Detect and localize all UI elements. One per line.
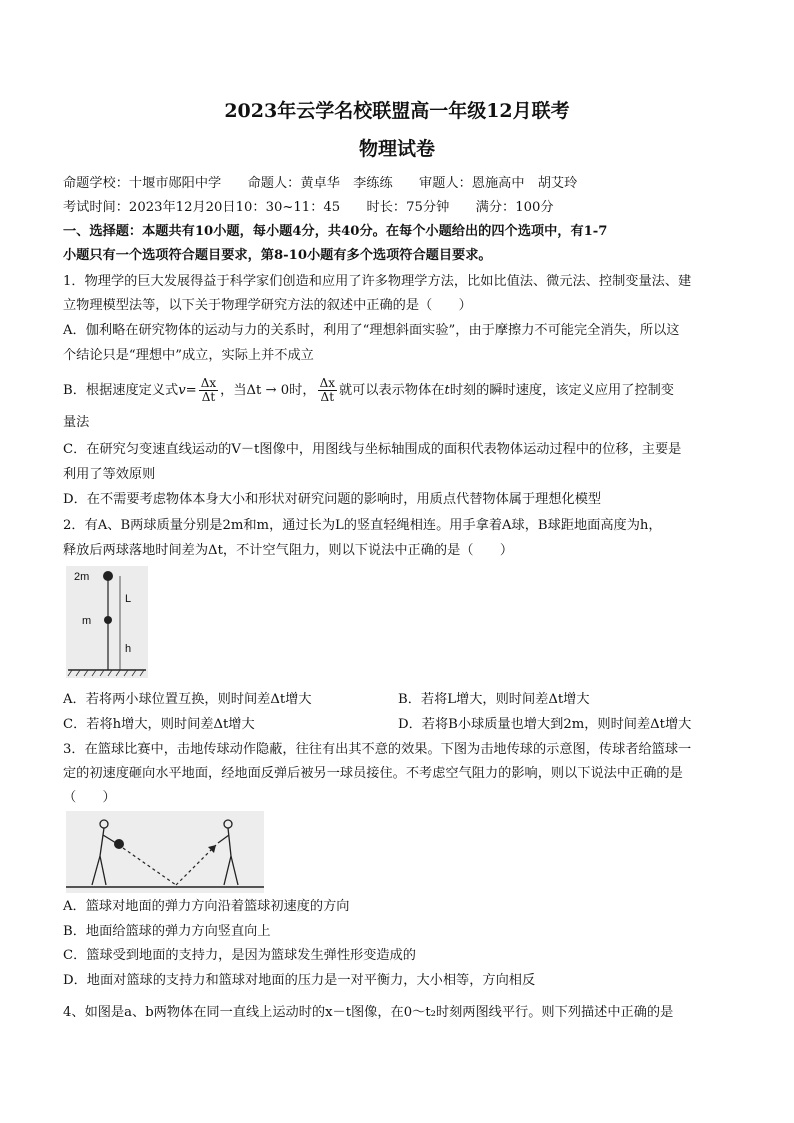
q3-option-c: C．篮球受到地面的支持力，是因为篮球发生弹性形变造成的 (63, 948, 416, 963)
basketball (114, 839, 124, 849)
q1-option-b-line1 (63, 376, 735, 406)
frac-numerator: Δx (200, 376, 217, 390)
q2-option-a: A．若将两小球位置互换，则时间差Δt增大 (63, 692, 312, 707)
exam-info-line1: 命题学校：十堰市郧阳中学 命题人：黄卓华 李练练 审题人：恩施高中 胡艾玲 (63, 176, 578, 191)
frac-denominator: Δt (201, 390, 216, 404)
label-m: m (82, 615, 92, 627)
passer-figure (92, 820, 116, 885)
q3-figure-svg (66, 811, 264, 893)
q1-b-mid: ，当Δt → 0时， (220, 383, 316, 398)
frac-denominator: Δt (320, 390, 335, 404)
q1-b-eq: = (185, 383, 197, 398)
pass-path-up (176, 845, 216, 885)
q2-option-c: C．若将h增大，则时间差Δt增大 (63, 717, 255, 732)
q1-b-prefix: B．根据速度定义式 (63, 383, 179, 398)
q1-stem-line1: 1．物理学的巨大发展得益于科学家们创造和应用了许多物理学方法，比如比值法、微元法、控制变量法、建 (63, 274, 692, 289)
q3-stem-line1: 3．在篮球比赛中，击地传球动作隐蔽，往往有出其不意的效果。下图为击地传球的示意图，传球者给篮球一 (63, 742, 692, 757)
q2-stem-line1: 2．有A、B两球质量分别是2m和m，通过长为L的竖直轻绳相连。用手拿着A球，B球距地面高度为h， (63, 518, 662, 533)
q3-option-a: A．篮球对地面的弹力方向沿着篮球初速度的方向 (63, 899, 350, 914)
label-2m: 2m (74, 571, 90, 583)
arrow-up-icon (208, 845, 216, 853)
q2-option-d: D．若将B小球质量也增大到2m，则时间差Δt增大 (398, 717, 692, 732)
q1-b-fraction-1 (199, 377, 218, 404)
q1-option-a-line1: A．伽利略在研究物体的运动与力的关系时，利用了“理想斜面实验”，由于摩擦力不可能完全消失，所以这 (63, 323, 680, 338)
q3-option-d: D．地面对篮球的支持力和篮球对地面的压力是一对平衡力，大小相等，方向相反 (63, 973, 536, 988)
q1-b-suffix2: 时刻的瞬时速度，该定义应用了控制变 (449, 383, 674, 398)
q4-stem-line1: 4、如图是a、b两物体在同一直线上运动时的x－t图像，在0～t₂时刻两图线平行。则下列描述中正确的是 (63, 1005, 674, 1020)
q1-b-v: v (178, 383, 186, 398)
q2-stem-line2: 释放后两球落地时间差为Δt，不计空气阻力，则以下说法中正确的是（ ） (63, 543, 514, 558)
exam-info-line2: 考试时间：2023年12月20日10：30~11：45 时长：75分钟 满分：100分 (63, 200, 554, 215)
q1-b-fraction-2 (318, 377, 337, 404)
q1-b-suffix: 就可以表示物体在 (339, 383, 445, 398)
label-l: L (125, 593, 132, 605)
q2-figure-hanging-balls (66, 566, 148, 678)
section1-instructions-line2: 小题只有一个选项符合题目要求，第8-10小题有多个选项符合题目要求。 (63, 248, 492, 263)
q1-option-c-line2: 利用了等效原则 (63, 467, 156, 482)
pass-path-down (123, 848, 176, 885)
section1-instructions-line1: 一、选择题：本题共有10小题，每小题4分，共40分。在每个小题给出的四个选项中，有1-7 (63, 224, 608, 239)
ball-a (103, 571, 113, 581)
q1-option-d: D．在不需要考虑物体本身大小和形状对研究问题的影响时，用质点代替物体属于理想化模型 (63, 492, 602, 507)
frac-numerator: Δx (319, 376, 335, 390)
q2-option-b: B．若将L增大，则时间差Δt增大 (398, 692, 590, 707)
q1-stem-line2: 立物理模型法等，以下关于物理学研究方法的叙述中正确的是（ ） (63, 298, 472, 313)
q3-figure-bounce-pass (66, 811, 264, 893)
q1-option-a-line2: 个结论只是“理想中”成立，实际上并不成立 (63, 348, 314, 363)
ball-b (104, 616, 112, 624)
exam-subtitle: 物理试卷 (358, 138, 435, 160)
q1-option-c-line1: C．在研究匀变速直线运动的V－t图像中，用图线与坐标轴围成的面积代表物体运动过程中的位移，主要是 (63, 442, 682, 457)
receiver-figure (218, 820, 238, 885)
q1-b-t: t (444, 383, 450, 398)
exam-title: 2023年云学名校联盟高一年级12月联考 (224, 100, 570, 122)
q3-stem-line3: （ ） (63, 790, 116, 805)
ground-hatch (68, 670, 144, 676)
q2-figure-svg (66, 566, 148, 678)
q3-stem-line2: 定的初速度砸向水平地面，经地面反弹后被另一球员接住。不考虑空气阻力的影响，则以下说法中正确的是 (63, 766, 683, 781)
label-h: h (125, 643, 132, 655)
q3-option-b: B．地面给篮球的弹力方向竖直向上 (63, 924, 271, 939)
q1-option-b-line2: 量法 (63, 415, 90, 430)
